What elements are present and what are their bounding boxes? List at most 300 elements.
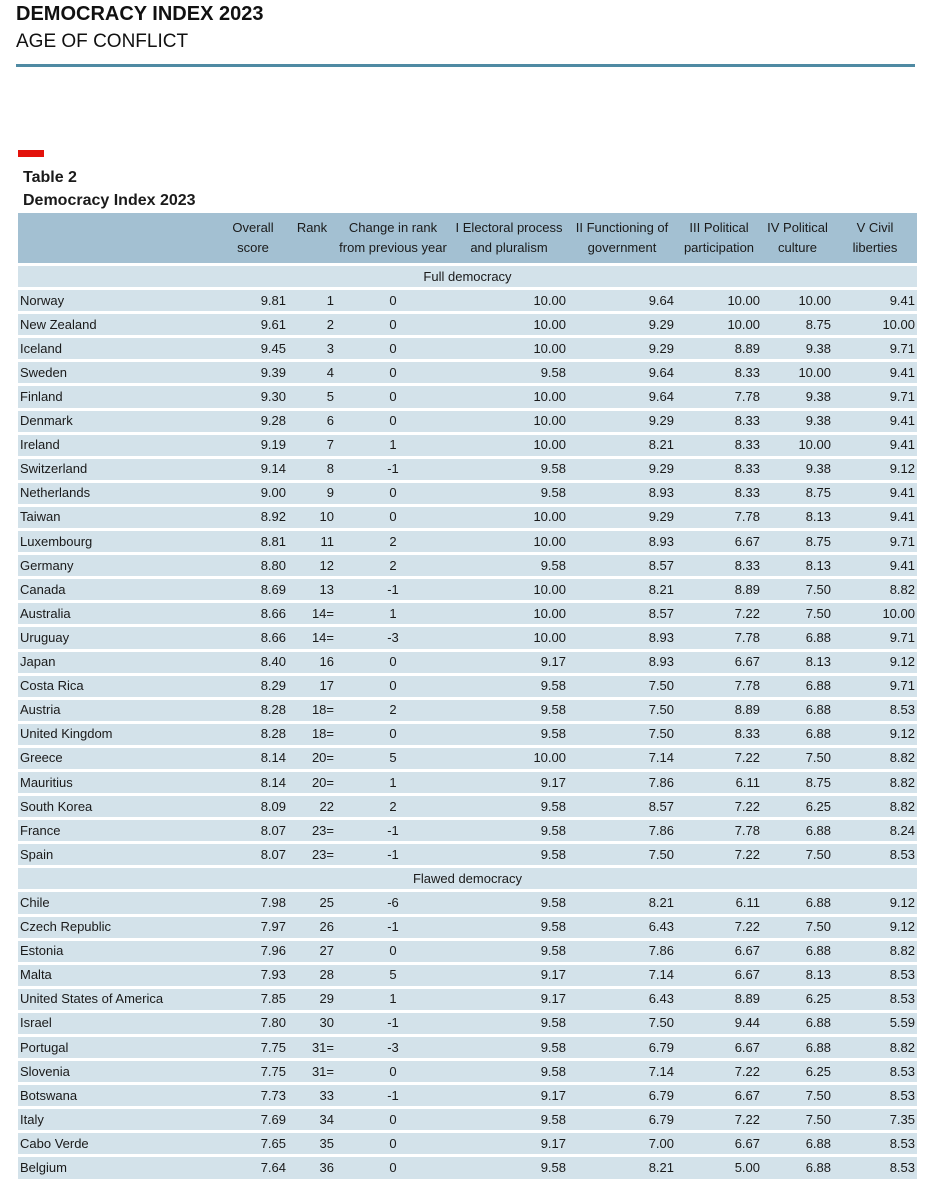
electoral-process-cell: 9.58 xyxy=(450,481,568,505)
country-cell: New Zealand xyxy=(18,313,224,337)
section-label: Flawed democracy xyxy=(18,867,917,891)
political-culture-cell: 8.75 xyxy=(762,481,833,505)
political-participation-cell: 9.44 xyxy=(676,1011,762,1035)
table-row xyxy=(18,578,917,602)
country-cell: Norway xyxy=(18,289,224,313)
democracy-index-table xyxy=(18,213,917,1179)
report-title: DEMOCRACY INDEX 2023 xyxy=(16,3,264,25)
overall-score-cell: 8.28 xyxy=(224,698,288,722)
functioning-of-government-cell: 7.86 xyxy=(568,939,676,963)
political-culture-cell: 7.50 xyxy=(762,843,833,867)
column-header-country xyxy=(18,213,224,265)
civil-liberties-cell: 9.71 xyxy=(833,674,917,698)
electoral-process-cell: 9.17 xyxy=(450,1132,568,1156)
political-culture-cell: 6.88 xyxy=(762,1132,833,1156)
table-row xyxy=(18,795,917,819)
section-header-row xyxy=(18,265,917,289)
country-cell: United Kingdom xyxy=(18,722,224,746)
political-participation-cell: 7.78 xyxy=(676,626,762,650)
rank-cell: 10 xyxy=(288,505,336,529)
column-header-text: V Civil xyxy=(856,220,894,235)
civil-liberties-cell: 8.82 xyxy=(833,770,917,794)
functioning-of-government-cell: 9.29 xyxy=(568,313,676,337)
civil-liberties-cell: 9.12 xyxy=(833,891,917,915)
political-participation-cell: 7.22 xyxy=(676,795,762,819)
table-row xyxy=(18,554,917,578)
rank-cell: 22 xyxy=(288,795,336,819)
country-cell: Slovenia xyxy=(18,1060,224,1084)
political-culture-cell: 7.50 xyxy=(762,602,833,626)
rank-cell: 18= xyxy=(288,722,336,746)
overall-score-cell: 7.97 xyxy=(224,915,288,939)
country-cell: Austria xyxy=(18,698,224,722)
civil-liberties-cell: 8.82 xyxy=(833,795,917,819)
rank-cell: 28 xyxy=(288,963,336,987)
functioning-of-government-cell: 7.14 xyxy=(568,963,676,987)
table-row xyxy=(18,1132,917,1156)
electoral-process-cell: 9.17 xyxy=(450,770,568,794)
table-row xyxy=(18,650,917,674)
overall-score-cell: 7.75 xyxy=(224,1060,288,1084)
overall-score-cell: 8.92 xyxy=(224,505,288,529)
overall-score-cell: 8.14 xyxy=(224,746,288,770)
column-header-text: participation xyxy=(683,240,755,255)
overall-score-cell: 7.96 xyxy=(224,939,288,963)
column-header-functioning-of-government xyxy=(568,213,676,265)
country-cell: United States of America xyxy=(18,987,224,1011)
country-cell: Luxembourg xyxy=(18,530,224,554)
political-culture-cell: 8.75 xyxy=(762,770,833,794)
overall-score-cell: 8.28 xyxy=(224,722,288,746)
country-cell: Belgium xyxy=(18,1156,224,1179)
table-body xyxy=(18,265,917,1179)
country-cell: Italy xyxy=(18,1108,224,1132)
electoral-process-cell: 9.58 xyxy=(450,722,568,746)
political-culture-cell: 7.50 xyxy=(762,578,833,602)
rank-cell: 23= xyxy=(288,843,336,867)
functioning-of-government-cell: 8.93 xyxy=(568,481,676,505)
electoral-process-cell: 9.17 xyxy=(450,1084,568,1108)
rank-change-cell: 1 xyxy=(336,770,450,794)
country-cell: Switzerland xyxy=(18,457,224,481)
political-participation-cell: 8.33 xyxy=(676,722,762,746)
political-culture-cell: 6.88 xyxy=(762,698,833,722)
table-row xyxy=(18,385,917,409)
country-cell: Malta xyxy=(18,963,224,987)
rank-change-cell: 0 xyxy=(336,409,450,433)
country-cell: Greece xyxy=(18,746,224,770)
functioning-of-government-cell: 8.93 xyxy=(568,626,676,650)
political-participation-cell: 8.33 xyxy=(676,481,762,505)
electoral-process-cell: 9.58 xyxy=(450,819,568,843)
political-culture-cell: 6.88 xyxy=(762,1011,833,1035)
functioning-of-government-cell: 9.29 xyxy=(568,337,676,361)
rank-change-cell: 0 xyxy=(336,1108,450,1132)
political-culture-cell: 10.00 xyxy=(762,361,833,385)
country-cell: South Korea xyxy=(18,795,224,819)
overall-score-cell: 7.69 xyxy=(224,1108,288,1132)
overall-score-cell: 9.19 xyxy=(224,433,288,457)
political-participation-cell: 10.00 xyxy=(676,289,762,313)
functioning-of-government-cell: 8.57 xyxy=(568,602,676,626)
country-cell: Denmark xyxy=(18,409,224,433)
political-participation-cell: 7.78 xyxy=(676,385,762,409)
table-row xyxy=(18,313,917,337)
rank-change-cell: 5 xyxy=(336,746,450,770)
column-header-text: III Political xyxy=(689,220,749,235)
functioning-of-government-cell: 7.14 xyxy=(568,1060,676,1084)
political-participation-cell: 7.78 xyxy=(676,674,762,698)
table-row xyxy=(18,939,917,963)
civil-liberties-cell: 8.53 xyxy=(833,843,917,867)
functioning-of-government-cell: 7.50 xyxy=(568,843,676,867)
rank-change-cell: -1 xyxy=(336,915,450,939)
political-participation-cell: 7.22 xyxy=(676,915,762,939)
functioning-of-government-cell: 7.50 xyxy=(568,1011,676,1035)
civil-liberties-cell: 7.35 xyxy=(833,1108,917,1132)
electoral-process-cell: 10.00 xyxy=(450,602,568,626)
electoral-process-cell: 9.58 xyxy=(450,674,568,698)
country-cell: Australia xyxy=(18,602,224,626)
electoral-process-cell: 9.58 xyxy=(450,795,568,819)
table-row xyxy=(18,891,917,915)
table-row xyxy=(18,289,917,313)
functioning-of-government-cell: 6.79 xyxy=(568,1084,676,1108)
rank-change-cell: 0 xyxy=(336,722,450,746)
table-row xyxy=(18,1156,917,1179)
electoral-process-cell: 10.00 xyxy=(450,505,568,529)
column-header-text: culture xyxy=(777,240,818,255)
functioning-of-government-cell: 7.86 xyxy=(568,819,676,843)
table-row xyxy=(18,505,917,529)
table-row xyxy=(18,433,917,457)
overall-score-cell: 8.07 xyxy=(224,819,288,843)
rank-change-cell: 0 xyxy=(336,650,450,674)
table-row xyxy=(18,1084,917,1108)
rank-cell: 8 xyxy=(288,457,336,481)
political-participation-cell: 6.11 xyxy=(676,891,762,915)
political-culture-cell: 7.50 xyxy=(762,1084,833,1108)
functioning-of-government-cell: 6.79 xyxy=(568,1036,676,1060)
electoral-process-cell: 9.58 xyxy=(450,361,568,385)
country-cell: Chile xyxy=(18,891,224,915)
electoral-process-cell: 10.00 xyxy=(450,626,568,650)
rank-change-cell: -1 xyxy=(336,1011,450,1035)
rank-cell: 16 xyxy=(288,650,336,674)
table-row xyxy=(18,530,917,554)
electoral-process-cell: 9.58 xyxy=(450,891,568,915)
rank-change-cell: 0 xyxy=(336,481,450,505)
column-header-text: Change in rank xyxy=(348,220,438,235)
functioning-of-government-cell: 8.57 xyxy=(568,795,676,819)
country-cell: Iceland xyxy=(18,337,224,361)
political-culture-cell: 6.88 xyxy=(762,939,833,963)
rank-cell: 31= xyxy=(288,1036,336,1060)
rank-change-cell: 0 xyxy=(336,1156,450,1179)
functioning-of-government-cell: 6.43 xyxy=(568,915,676,939)
rank-cell: 14= xyxy=(288,602,336,626)
political-participation-cell: 7.78 xyxy=(676,505,762,529)
civil-liberties-cell: 9.41 xyxy=(833,361,917,385)
column-header-text: from previous year xyxy=(339,240,447,255)
overall-score-cell: 8.69 xyxy=(224,578,288,602)
civil-liberties-cell: 9.41 xyxy=(833,409,917,433)
rank-change-cell: 5 xyxy=(336,963,450,987)
rank-change-cell: 0 xyxy=(336,337,450,361)
civil-liberties-cell: 8.53 xyxy=(833,987,917,1011)
electoral-process-cell: 9.58 xyxy=(450,1036,568,1060)
overall-score-cell: 7.80 xyxy=(224,1011,288,1035)
political-culture-cell: 8.13 xyxy=(762,554,833,578)
rank-change-cell: 1 xyxy=(336,602,450,626)
table-row xyxy=(18,602,917,626)
civil-liberties-cell: 8.53 xyxy=(833,1156,917,1179)
civil-liberties-cell: 8.53 xyxy=(833,1132,917,1156)
electoral-process-cell: 10.00 xyxy=(450,385,568,409)
overall-score-cell: 9.61 xyxy=(224,313,288,337)
country-cell: Germany xyxy=(18,554,224,578)
column-header-political-culture xyxy=(762,213,833,265)
rank-cell: 4 xyxy=(288,361,336,385)
overall-score-cell: 9.81 xyxy=(224,289,288,313)
table-row xyxy=(18,987,917,1011)
overall-score-cell: 9.39 xyxy=(224,361,288,385)
political-participation-cell: 7.22 xyxy=(676,843,762,867)
political-culture-cell: 9.38 xyxy=(762,409,833,433)
rank-change-cell: -3 xyxy=(336,1036,450,1060)
political-culture-cell: 9.38 xyxy=(762,457,833,481)
civil-liberties-cell: 8.53 xyxy=(833,698,917,722)
rank-change-cell: 0 xyxy=(336,939,450,963)
political-participation-cell: 6.11 xyxy=(676,770,762,794)
country-cell: Taiwan xyxy=(18,505,224,529)
overall-score-cell: 9.00 xyxy=(224,481,288,505)
rank-change-cell: -6 xyxy=(336,891,450,915)
functioning-of-government-cell: 8.21 xyxy=(568,1156,676,1179)
rank-cell: 2 xyxy=(288,313,336,337)
political-participation-cell: 7.22 xyxy=(676,746,762,770)
rank-cell: 36 xyxy=(288,1156,336,1179)
electoral-process-cell: 9.17 xyxy=(450,650,568,674)
electoral-process-cell: 10.00 xyxy=(450,746,568,770)
rank-cell: 6 xyxy=(288,409,336,433)
civil-liberties-cell: 9.41 xyxy=(833,505,917,529)
table-header-row xyxy=(18,213,917,265)
country-cell: Czech Republic xyxy=(18,915,224,939)
rank-change-cell: 0 xyxy=(336,505,450,529)
section-label: Full democracy xyxy=(18,265,917,289)
rank-change-cell: -1 xyxy=(336,578,450,602)
political-participation-cell: 7.22 xyxy=(676,1060,762,1084)
rank-cell: 13 xyxy=(288,578,336,602)
political-participation-cell: 6.67 xyxy=(676,650,762,674)
table-label: Table 2 xyxy=(23,169,77,186)
table-row xyxy=(18,361,917,385)
rank-cell: 12 xyxy=(288,554,336,578)
rank-change-cell: -1 xyxy=(336,457,450,481)
country-cell: Estonia xyxy=(18,939,224,963)
civil-liberties-cell: 10.00 xyxy=(833,602,917,626)
political-culture-cell: 8.13 xyxy=(762,650,833,674)
table-row xyxy=(18,698,917,722)
political-culture-cell: 7.50 xyxy=(762,1108,833,1132)
column-header-change-in-rank xyxy=(336,213,450,265)
table-row xyxy=(18,626,917,650)
political-participation-cell: 8.33 xyxy=(676,433,762,457)
country-cell: Sweden xyxy=(18,361,224,385)
table-row xyxy=(18,409,917,433)
functioning-of-government-cell: 7.50 xyxy=(568,674,676,698)
political-participation-cell: 6.67 xyxy=(676,963,762,987)
report-subtitle: AGE OF CONFLICT xyxy=(16,31,189,52)
rank-cell: 20= xyxy=(288,746,336,770)
political-participation-cell: 6.67 xyxy=(676,939,762,963)
functioning-of-government-cell: 9.64 xyxy=(568,385,676,409)
rank-cell: 5 xyxy=(288,385,336,409)
column-header-civil-liberties xyxy=(833,213,917,265)
table-row xyxy=(18,722,917,746)
functioning-of-government-cell: 9.64 xyxy=(568,361,676,385)
rank-cell: 17 xyxy=(288,674,336,698)
political-participation-cell: 10.00 xyxy=(676,313,762,337)
table-row xyxy=(18,1011,917,1035)
column-header-political-participation xyxy=(676,213,762,265)
political-culture-cell: 8.13 xyxy=(762,963,833,987)
political-participation-cell: 7.22 xyxy=(676,1108,762,1132)
rank-change-cell: 2 xyxy=(336,698,450,722)
table-row xyxy=(18,674,917,698)
political-culture-cell: 6.25 xyxy=(762,987,833,1011)
country-cell: Uruguay xyxy=(18,626,224,650)
table-title: Democracy Index 2023 xyxy=(23,192,196,209)
table-row xyxy=(18,457,917,481)
functioning-of-government-cell: 6.43 xyxy=(568,987,676,1011)
column-header-text: Overall xyxy=(232,220,274,235)
political-culture-cell: 6.88 xyxy=(762,626,833,650)
electoral-process-cell: 9.58 xyxy=(450,457,568,481)
overall-score-cell: 8.81 xyxy=(224,530,288,554)
functioning-of-government-cell: 7.50 xyxy=(568,722,676,746)
overall-score-cell: 8.14 xyxy=(224,770,288,794)
electoral-process-cell: 10.00 xyxy=(450,289,568,313)
column-header-text: IV Political xyxy=(767,220,828,235)
political-culture-cell: 8.13 xyxy=(762,505,833,529)
political-culture-cell: 9.38 xyxy=(762,385,833,409)
political-culture-cell: 6.88 xyxy=(762,1156,833,1179)
functioning-of-government-cell: 8.93 xyxy=(568,650,676,674)
overall-score-cell: 9.28 xyxy=(224,409,288,433)
rank-cell: 18= xyxy=(288,698,336,722)
political-culture-cell: 8.75 xyxy=(762,530,833,554)
section-header-row xyxy=(18,867,917,891)
political-participation-cell: 8.89 xyxy=(676,337,762,361)
rank-cell: 3 xyxy=(288,337,336,361)
civil-liberties-cell: 8.82 xyxy=(833,578,917,602)
rank-change-cell: 0 xyxy=(336,313,450,337)
table-row xyxy=(18,843,917,867)
electoral-process-cell: 10.00 xyxy=(450,313,568,337)
country-cell: Japan xyxy=(18,650,224,674)
electoral-process-cell: 10.00 xyxy=(450,578,568,602)
country-cell: Costa Rica xyxy=(18,674,224,698)
country-cell: Cabo Verde xyxy=(18,1132,224,1156)
rank-cell: 1 xyxy=(288,289,336,313)
rank-change-cell: 0 xyxy=(336,289,450,313)
rank-cell: 31= xyxy=(288,1060,336,1084)
rank-change-cell: -3 xyxy=(336,626,450,650)
electoral-process-cell: 9.58 xyxy=(450,698,568,722)
functioning-of-government-cell: 8.21 xyxy=(568,891,676,915)
political-culture-cell: 6.25 xyxy=(762,795,833,819)
civil-liberties-cell: 8.53 xyxy=(833,963,917,987)
political-participation-cell: 8.33 xyxy=(676,361,762,385)
column-header-electoral-process xyxy=(450,213,568,265)
political-culture-cell: 6.88 xyxy=(762,722,833,746)
overall-score-cell: 8.66 xyxy=(224,626,288,650)
political-participation-cell: 8.33 xyxy=(676,409,762,433)
rank-cell: 25 xyxy=(288,891,336,915)
functioning-of-government-cell: 7.14 xyxy=(568,746,676,770)
civil-liberties-cell: 9.41 xyxy=(833,433,917,457)
overall-score-cell: 9.45 xyxy=(224,337,288,361)
rank-change-cell: 0 xyxy=(336,361,450,385)
overall-score-cell: 7.85 xyxy=(224,987,288,1011)
civil-liberties-cell: 9.41 xyxy=(833,481,917,505)
rank-change-cell: 0 xyxy=(336,385,450,409)
rank-change-cell: 2 xyxy=(336,795,450,819)
political-participation-cell: 7.22 xyxy=(676,602,762,626)
functioning-of-government-cell: 7.50 xyxy=(568,698,676,722)
overall-score-cell: 7.93 xyxy=(224,963,288,987)
overall-score-cell: 7.75 xyxy=(224,1036,288,1060)
civil-liberties-cell: 9.41 xyxy=(833,289,917,313)
rank-change-cell: 1 xyxy=(336,987,450,1011)
civil-liberties-cell: 5.59 xyxy=(833,1011,917,1035)
political-participation-cell: 8.89 xyxy=(676,987,762,1011)
column-header-text: and pluralism xyxy=(470,240,548,255)
country-cell: Netherlands xyxy=(18,481,224,505)
overall-score-cell: 8.40 xyxy=(224,650,288,674)
political-participation-cell: 8.33 xyxy=(676,554,762,578)
electoral-process-cell: 9.17 xyxy=(450,987,568,1011)
civil-liberties-cell: 8.82 xyxy=(833,939,917,963)
country-cell: Botswana xyxy=(18,1084,224,1108)
functioning-of-government-cell: 6.79 xyxy=(568,1108,676,1132)
civil-liberties-cell: 9.71 xyxy=(833,626,917,650)
overall-score-cell: 9.30 xyxy=(224,385,288,409)
political-culture-cell: 6.88 xyxy=(762,891,833,915)
electoral-process-cell: 9.58 xyxy=(450,1060,568,1084)
electoral-process-cell: 9.58 xyxy=(450,915,568,939)
table-row xyxy=(18,963,917,987)
political-culture-cell: 8.75 xyxy=(762,313,833,337)
rank-change-cell: 0 xyxy=(336,674,450,698)
political-culture-cell: 6.88 xyxy=(762,674,833,698)
rank-change-cell: 0 xyxy=(336,1060,450,1084)
electoral-process-cell: 10.00 xyxy=(450,337,568,361)
table-row xyxy=(18,337,917,361)
functioning-of-government-cell: 8.21 xyxy=(568,433,676,457)
column-header-overall-score xyxy=(224,213,288,265)
rank-change-cell: -1 xyxy=(336,1084,450,1108)
political-participation-cell: 8.89 xyxy=(676,698,762,722)
table-row xyxy=(18,915,917,939)
rank-cell: 26 xyxy=(288,915,336,939)
electoral-process-cell: 10.00 xyxy=(450,530,568,554)
overall-score-cell: 9.14 xyxy=(224,457,288,481)
rank-cell: 11 xyxy=(288,530,336,554)
rank-change-cell: -1 xyxy=(336,843,450,867)
